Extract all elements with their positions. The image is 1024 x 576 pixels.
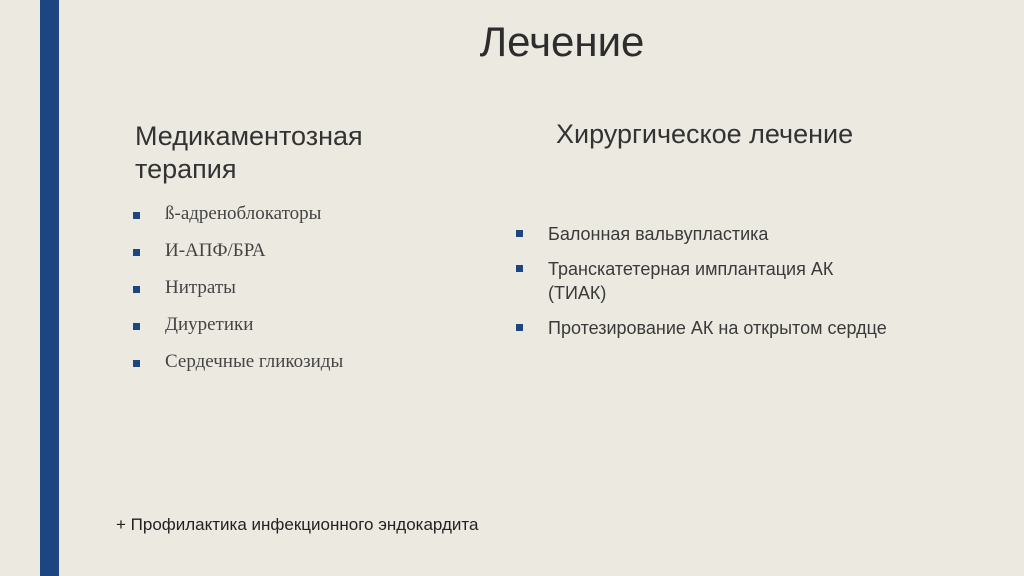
list-item-text: Диуретики bbox=[165, 314, 254, 335]
square-bullet-icon bbox=[133, 360, 140, 367]
list-item bbox=[516, 222, 896, 246]
list-item-text: Нитраты bbox=[165, 277, 236, 298]
list-item bbox=[133, 240, 343, 277]
list-item bbox=[516, 257, 896, 305]
square-bullet-icon bbox=[133, 286, 140, 293]
list-item bbox=[516, 316, 896, 340]
list-item-text: И-АПФ/БРА bbox=[165, 240, 266, 261]
left-bullet-list bbox=[133, 203, 343, 388]
list-item-text: Балонная вальвупластика bbox=[548, 224, 769, 244]
list-item bbox=[133, 277, 343, 314]
square-bullet-icon bbox=[133, 249, 140, 256]
list-item-text: ß-адреноблокаторы bbox=[165, 203, 322, 224]
list-item-text: Протезирование АК на открытом сердце bbox=[548, 318, 887, 338]
square-bullet-icon bbox=[133, 323, 140, 330]
right-bullet-list bbox=[516, 222, 896, 351]
list-item-text: Транскатетерная имплантация АК (ТИАК) bbox=[548, 259, 834, 303]
square-bullet-icon bbox=[133, 212, 140, 219]
right-column-heading: Хирургическое лечение bbox=[556, 119, 854, 149]
list-item bbox=[133, 314, 343, 351]
square-bullet-icon bbox=[516, 230, 523, 237]
left-column-heading: Медикаментозная терапия bbox=[135, 121, 363, 184]
accent-bar bbox=[40, 0, 59, 576]
list-item bbox=[133, 351, 343, 388]
slide-title: Лечение bbox=[479, 18, 645, 65]
square-bullet-icon bbox=[516, 324, 523, 331]
list-item bbox=[133, 203, 343, 240]
square-bullet-icon bbox=[516, 265, 523, 272]
footnote: + Профилактика инфекционного эндокардита bbox=[116, 515, 479, 534]
list-item-text: Сердечные гликозиды bbox=[165, 351, 344, 372]
